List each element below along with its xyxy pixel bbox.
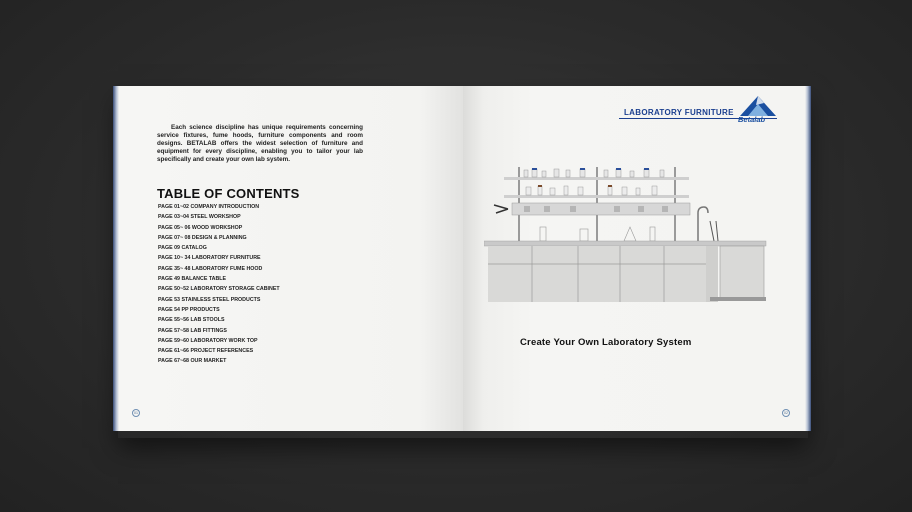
toc-item: PAGE 05~ 06 WOOD WORKSHOP	[158, 224, 243, 231]
toc-item: PAGE 01~02 COMPANY INTRODUCTION	[158, 204, 260, 210]
toc-item: PAGE 07~ 08 DESIGN & PLANNING	[158, 234, 247, 241]
toc-item: PAGE 49 BALANCE TABLE	[158, 276, 227, 283]
toc-item: PAGE 54 PP PRODUCTS	[158, 306, 220, 313]
left-page-number: 01	[132, 409, 140, 417]
intro-paragraph: Each science discipline has unique requirements concerning service fixtures, fume hoods, furniture components and room designs. BETALAB offers the widest selection of furniture and equipment for every discipline, enabling you to tailor your lab specifically and create your own lab system.	[157, 124, 363, 164]
lab-bench-image	[484, 165, 774, 315]
toc-item: PAGE 03~04 STEEL WORKSHOP	[158, 214, 241, 221]
toc-item: PAGE 67~68 OUR MARKET	[158, 358, 227, 365]
toc-title: TABLE OF CONTENTS	[157, 186, 300, 201]
right-page-number: 02	[782, 409, 790, 417]
toc-item: PAGE 50~52 LABORATORY STORAGE CABINET	[158, 286, 280, 293]
toc-item: PAGE 53 STAINLESS STEEL PRODUCTS	[158, 296, 261, 303]
left-page-edge	[113, 86, 119, 431]
toc-list	[158, 204, 280, 369]
logo-text: Betalab	[738, 115, 766, 124]
section-header: LABORATORY FURNITURE	[624, 108, 734, 117]
toc-item: PAGE 55~56 LAB STOOLS	[158, 317, 225, 324]
toc-item: PAGE 59~60 LABORATORY WORK TOP	[158, 337, 258, 344]
toc-item: PAGE 61~66 PROJECT REFERENCES	[158, 348, 254, 355]
toc-item: PAGE 09 CATALOG	[158, 245, 207, 252]
toc-item: PAGE 57~58 LAB FITTINGS	[158, 327, 227, 334]
right-page-edge	[805, 86, 811, 431]
toc-item: PAGE 35~ 48 LABORATORY FUME HOOD	[158, 265, 263, 272]
toc-item: PAGE 10~ 34 LABORATORY FURNITURE	[158, 255, 261, 262]
page-caption: Create Your Own Laboratory System	[520, 337, 692, 348]
